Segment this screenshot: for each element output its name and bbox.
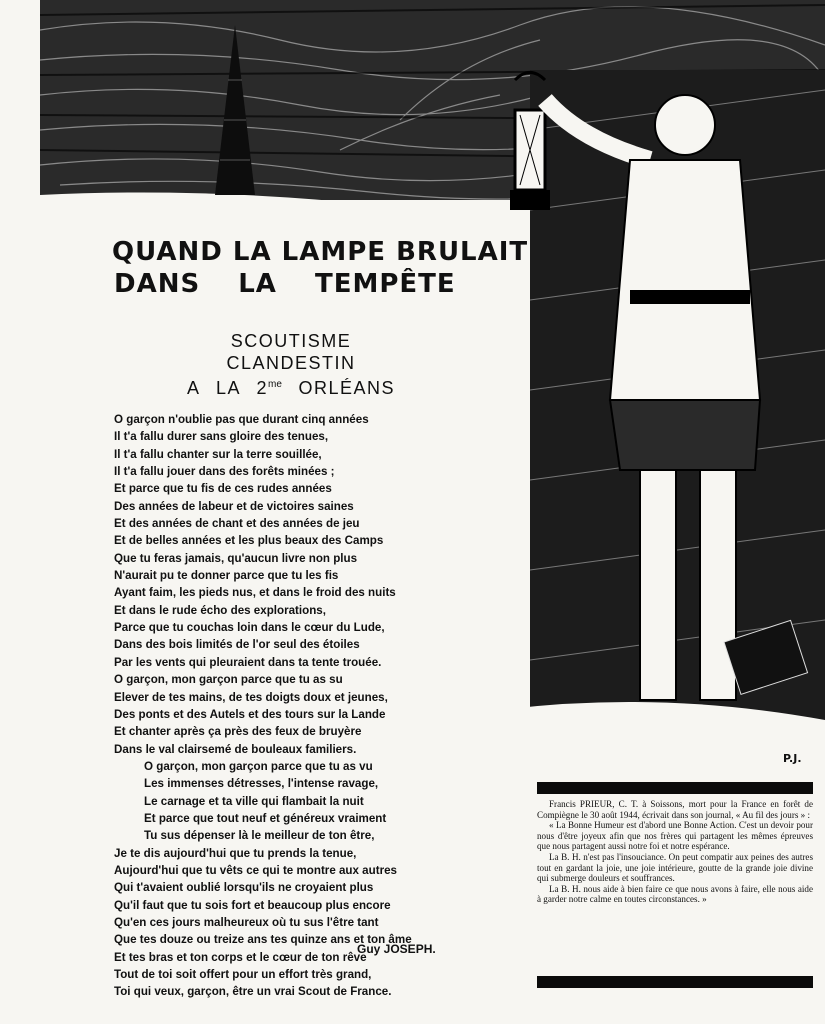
poem-line: Et parce que tout neuf et généreux vraiment (144, 811, 387, 825)
poem (114, 411, 484, 1001)
poem-line: Et de belles années et les plus beaux des Camps (114, 534, 384, 548)
poem-line: Toi qui veux, garçon, être un vrai Scout de France. (114, 985, 392, 999)
poem-line: N'aurait pu te donner parce que tu les fis (114, 569, 339, 583)
poem-line: Et dans le rude écho des explorations, (114, 603, 326, 617)
poem-line: Dans le val clairsemé de bouleaux familiers. (114, 742, 357, 756)
poem-line: Tu sus dépenser là le meilleur de ton être, (144, 829, 375, 843)
quote-paragraph: « La Bonne Humeur est d'abord une Bonne Action. C'est un devoir pour nous d'être joyeux afin que nos frères qui partagent les mêmes épreuves que nous partagent aussi notre foi et notre espérance. (537, 820, 813, 852)
subtitle-prefix: A LA 2 (186, 378, 269, 398)
poem-line: Aujourd'hui que tu vêts ce qui te montre aux autres (114, 863, 397, 877)
poem-line: Il t'a fallu jouer dans des forêts minées ; (114, 465, 335, 479)
box-top-rule (537, 782, 813, 794)
poem-line: Il t'a fallu durer sans gloire des tenues, (114, 430, 329, 444)
poem-line: Elever de tes mains, de tes doigts doux et jeunes, (114, 690, 388, 704)
article-title (112, 236, 529, 300)
poem-line: Des ponts et des Autels et des tours sur la Lande (114, 707, 386, 721)
poem-line: Et parce que tu fis de ces rudes années (114, 482, 332, 496)
poem-line: Il t'a fallu chanter sur la terre souillée, (114, 447, 322, 461)
poem-line: Qu'en ces jours malheureux où tu sus l'être tant (114, 915, 379, 929)
poem-line: O garçon n'oublie pas que durant cinq années (114, 413, 369, 426)
quote-paragraph: La B. H. nous aide à bien faire ce que nous avons à faire, elle nous aide à garder notre calme en toutes circonstances. » (537, 883, 813, 905)
box-bottom-rule (537, 976, 813, 988)
quote-box (537, 799, 813, 905)
quote-paragraph: Francis PRIEUR, C. T. à Soissons, mort pour la France en forêt de Compiègne le 30 août 1944, écrivait dans son journal, « Au fil des jours » : (537, 799, 813, 820)
title-line-1: QUAND LA LAMPE BRULAIT (112, 237, 529, 267)
poem-line: O garçon, mon garçon parce que tu as vu (144, 759, 373, 773)
poem-line: Que tu feras jamais, qu'aucun livre non plus (114, 551, 358, 565)
poem-line: Dans des bois limités de l'or seul des étoiles (114, 638, 360, 652)
poem-line: Que tes douze ou treize ans tes quinze ans et ton âme (114, 933, 412, 947)
poem-line: Et des années de chant et des années de jeu (114, 517, 360, 531)
quote-paragraph: La B. H. n'est pas l'insouciance. On peut compatir aux peines des autres tout en gardant la joie, une joie intérieure, goutte de la grande joie divine qui submerge douleurs et souffrances. (537, 851, 813, 884)
poem-author: Guy JOSEPH. (357, 942, 436, 956)
poem-line: Je te dis aujourd'hui que tu prends la tenue, (114, 846, 357, 860)
subtitle-line-2 (166, 374, 416, 399)
poem-line: Parce que tu couchas loin dans le cœur du Lude, (114, 621, 385, 635)
poem-line: Et chanter après ça près des feux de bruyère (114, 725, 362, 739)
scout-with-lantern-illustration (500, 70, 825, 770)
poem-line: Et tes bras et ton corps et le cœur de ton rêve (114, 950, 367, 964)
subtitle-line-1: SCOUTISME CLANDESTIN (226, 331, 356, 373)
poem-line: Les immenses détresses, l'intense ravage, (144, 777, 379, 791)
poem-line: Par les vents qui pleuraient dans ta tente trouée. (114, 655, 382, 669)
subtitle-city: ORLÉANS (298, 378, 395, 398)
poem-line: Des années de labeur et de victoires saines (114, 499, 354, 513)
poem-line: Qui t'avaient oublié lorsqu'ils ne croyaient plus (114, 881, 374, 895)
article-subtitle (166, 330, 416, 399)
poem-line: Tout de toi soit offert pour un effort très grand, (114, 968, 372, 981)
poem-line: Le carnage et ta ville qui flambait la nuit (144, 794, 364, 808)
title-line-2: DANS LA TEMPÊTE (114, 269, 456, 299)
poem-line: Ayant faim, les pieds nus, et dans le froid des nuits (114, 586, 396, 600)
artist-initials: P.J. (783, 752, 802, 765)
subtitle-ordinal: me (268, 379, 282, 390)
poem-line: O garçon, mon garçon parce que tu as su (114, 673, 343, 687)
poem-line: Qu'il faut que tu sois fort et beaucoup plus encore (114, 898, 391, 912)
